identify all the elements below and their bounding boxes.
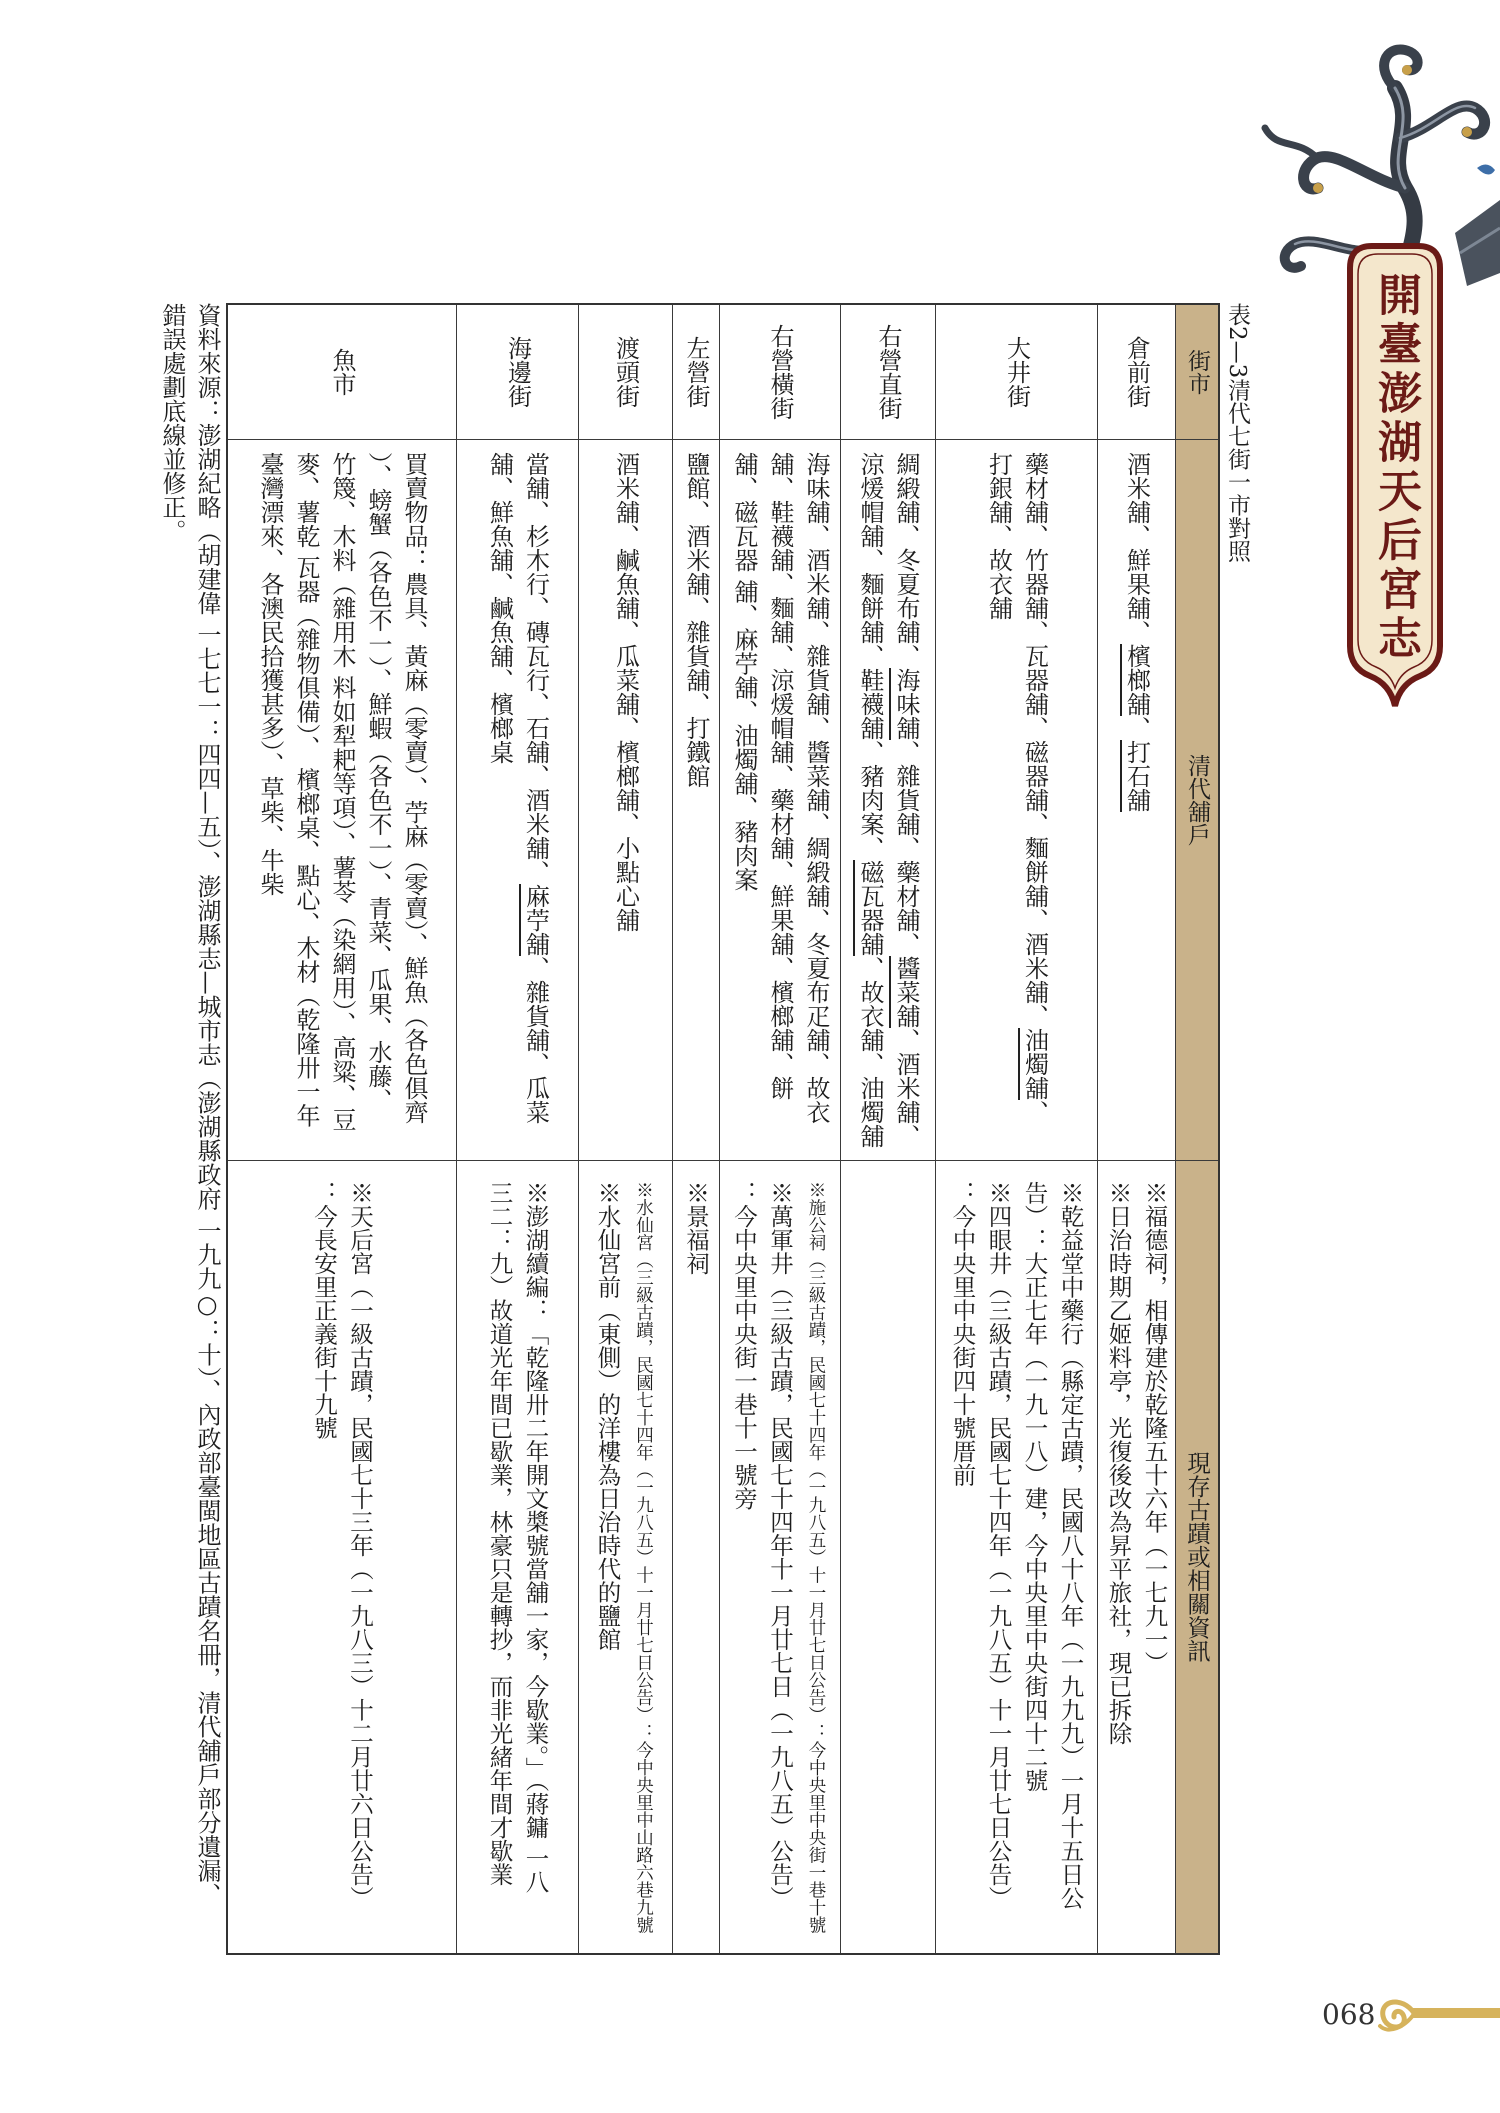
book-title — [1340, 272, 1450, 692]
shop-line: ）、螃蟹（各色不一）、鮮蝦（各色不一）、青菜、瓜果、水藤、 — [364, 452, 392, 1112]
header-sites-cell — [1176, 1161, 1218, 1953]
shops-cell — [720, 440, 840, 1161]
underlined-shop: 醬菜舖 — [889, 956, 920, 1028]
page-number: 068 — [1322, 1998, 1376, 2031]
underlined-shop: 磁瓦器舖 — [853, 860, 884, 956]
street-name-cell — [720, 305, 840, 440]
underlined-shop: 檳榔舖 — [1120, 644, 1151, 716]
site-line: ※日治時期乙姬料亭，光復後改為昇平旅社，現已拆除 — [1104, 1181, 1133, 1745]
header-street-cell — [1176, 305, 1218, 440]
header-sites: 現存古蹟或相關資訊 — [1183, 1451, 1211, 1663]
street-name: 渡頭街 — [611, 336, 640, 408]
shops-cell — [1098, 440, 1175, 1161]
street-column — [578, 305, 672, 1953]
shops-cell — [841, 440, 935, 1161]
street-name-cell — [936, 305, 1097, 440]
header-shops: 清代舖戶 — [1184, 754, 1210, 846]
sites-text — [1101, 1181, 1173, 1745]
site-line: ：今長安里正義街十九號 — [310, 1181, 338, 1440]
sites-cell — [720, 1161, 840, 1953]
street-column — [840, 305, 935, 1953]
underlined-shop: 海味舖 — [889, 668, 920, 740]
street-name-cell — [673, 305, 719, 440]
source-note-line: 錯誤處劃底線並修正。 — [158, 303, 186, 543]
street-column — [719, 305, 840, 1953]
source-note-line: 資料來源：澎湖紀略（胡建偉 一七七一：四四—五）、澎湖縣志—城市志（澎湖縣政府 一九九○：十）、內政部臺閩地區古蹟名冊，清代舖戶部分遺漏、 — [193, 303, 221, 1907]
sites-cell — [841, 1161, 935, 1953]
header-street: 街市 — [1184, 349, 1210, 395]
site-line: ：今中央里中央街一巷十一號旁 — [730, 1181, 758, 1510]
shop-line: 當舖、杉木行、磚瓦行、石舖、酒米舖、麻苧舖、雜貨舖、瓜菜 — [518, 452, 554, 1124]
street-name: 大井街 — [1002, 336, 1031, 408]
site-line: ※乾益堂中藥行（縣定古蹟，民國八十八年（一九九九）一月十五日公 — [1056, 1181, 1085, 1910]
shop-line: 藥材舖、竹器舖、瓦器舖、磁器舖、麵餅舖、酒米舖、油燭舖、 — [1017, 452, 1053, 1124]
shops-text — [1119, 452, 1155, 812]
shops-text — [482, 452, 554, 1124]
street-name: 右營橫街 — [766, 324, 794, 420]
street-column — [935, 305, 1097, 1953]
site-line: ：今中央里中央街四十號厝前 — [948, 1181, 977, 1487]
shop-line: 打銀舖、故衣舖 — [984, 452, 1013, 620]
sites-cell — [936, 1161, 1097, 1953]
shop-line: 舖、鮮魚舖、鹹魚舖、檳榔桌 — [485, 452, 514, 764]
street-column — [1097, 305, 1175, 1953]
shops-text — [608, 452, 644, 932]
header-shops-cell — [1176, 440, 1218, 1161]
shop-line: 麥、薯乾 瓦器（雜物俱備）、 檳榔桌、點心、木材（乾隆卅一年 — [292, 452, 320, 1128]
shop-line: 酒米舖、鹹魚舖、瓜菜舖、檳榔舖、小點心舖 — [611, 452, 640, 932]
site-line: ※澎湖續編：「乾隆卅二年開文槳號當舖一家，今歇業。」（蔣鏞 一八 — [521, 1181, 550, 1894]
shops-cell — [673, 440, 719, 1161]
sites-text — [590, 1181, 662, 1934]
site-line: ※四眼井（三級古蹟，民國七十四年（一九八五）十一月廿七日公告） — [984, 1181, 1013, 1910]
shop-line: 涼煖帽舖、麵餅舖、鞋襪舖、豬肉案、磁瓦器舖、故衣舖、油燭舖 — [852, 452, 888, 1148]
street-name-cell — [228, 305, 456, 440]
table-body — [228, 305, 1218, 1953]
shop-line: 舖、磁瓦器 舖、麻苧舖、油燭舖、豬肉案 — [730, 452, 758, 892]
sites-cell — [579, 1161, 672, 1953]
table-caption: 表2—3清代七街一市對照 — [1224, 303, 1250, 563]
sites-cell — [457, 1161, 578, 1953]
comparison-table — [226, 303, 1220, 1955]
shop-line: 鹽館、酒米舖、雜貨舖、打鐵館 — [682, 452, 710, 788]
site-line: ※萬軍井（三級古蹟，民國七十四年十一月廿七日（一九八五）公告） — [766, 1181, 794, 1910]
sites-cell — [228, 1161, 456, 1953]
street-name: 倉前街 — [1122, 336, 1151, 408]
shop-line: 酒米舖、鮮果舖、檳榔舖、打石舖 — [1119, 452, 1155, 812]
street-name-cell — [579, 305, 672, 440]
sites-text — [306, 1181, 378, 1910]
site-line: 三二：九）故道光年間已歇業，林豪只是轉抄，而非光緒年間才歇業 — [485, 1181, 514, 1886]
sites-cell — [673, 1161, 719, 1953]
street-name: 海邊街 — [503, 336, 532, 408]
sites-text — [678, 1181, 714, 1275]
shops-text — [726, 452, 834, 1124]
site-line: ※天后宮（一級古蹟，民國七十三年（一九八三）十二月廿六日公告） — [346, 1181, 374, 1910]
street-column — [228, 305, 456, 1953]
shops-cell — [228, 440, 456, 1161]
shops-cell — [457, 440, 578, 1161]
shops-cell — [579, 440, 672, 1161]
gold-scroll-ornament-icon — [1372, 1988, 1500, 2040]
shop-line: 買賣物品：農具、黃麻（零賣）、苧麻（零賣）、鮮魚（各色俱齊 — [400, 452, 428, 1124]
shops-text — [981, 452, 1053, 1124]
street-name: 右營直街 — [874, 324, 902, 420]
shop-line: 海味舖、酒米舖、雜貨舖、醬菜舖、綢緞舖、冬夏布疋舖、故衣 — [802, 452, 830, 1124]
sites-cell — [1098, 1161, 1175, 1953]
street-name-cell — [1098, 305, 1175, 440]
site-line: ※景福祠 — [682, 1181, 710, 1275]
street-name: 魚市 — [328, 348, 356, 396]
site-line: ※施公祠（三級古蹟，民國七十四年（一九八五）十一月廿七日公告）：今中央里中央街一巷十號 — [806, 1181, 826, 1934]
street-column — [672, 305, 719, 1953]
shop-line: 綢緞舖、冬夏布舖、海味舖、雜貨舖、藥材舖、醬菜舖、酒米舖、 — [888, 452, 924, 1148]
shop-line: 竹篾、木料（雜用木 料如犁耙等項）、薯苓（染網用）、高粱、豆 — [328, 452, 356, 1132]
site-line: 告）：大正七年（一九一八）建，今中央里中央街四十二號 — [1020, 1181, 1049, 1792]
underlined-shop: 麻苧舖 — [519, 884, 550, 956]
shops-text — [252, 452, 432, 1132]
street-name-cell — [841, 305, 935, 440]
site-line: ※福德祠，相傳建於乾隆五十六年（一七九一） — [1140, 1181, 1169, 1675]
shops-cell — [936, 440, 1097, 1161]
table-header-column — [1175, 305, 1218, 1953]
underlined-shop: 打石舖 — [1120, 740, 1151, 812]
shops-text — [852, 452, 924, 1148]
street-name: 左營街 — [682, 336, 710, 408]
shop-line: 臺灣漂來、各澳民拾獲甚多）、草柴、牛柴 — [256, 452, 284, 896]
book-title-text: 開臺澎湖天后宮志 — [1370, 272, 1421, 664]
site-line: ※水仙宮前（東側）的洋樓為日治時代的鹽館 — [593, 1181, 622, 1651]
site-line: ※水仙宮（三級古蹟，民國七十四年（一九八五）十一月廿七日公告）：今中央里中山路六巷九號 — [633, 1181, 654, 1934]
source-note — [154, 303, 224, 1906]
shops-text — [678, 452, 714, 788]
sites-text — [726, 1181, 834, 1934]
underlined-shop: 油燭舖 — [1018, 1028, 1049, 1100]
street-column — [456, 305, 578, 1953]
shop-line: 舖、鞋襪舖、麵舖、涼煖帽舖、藥材舖、鮮果舖、檳榔舖、餅 — [766, 452, 794, 1100]
sites-text — [482, 1181, 554, 1893]
street-name-cell — [457, 305, 578, 440]
sites-text — [945, 1181, 1089, 1910]
